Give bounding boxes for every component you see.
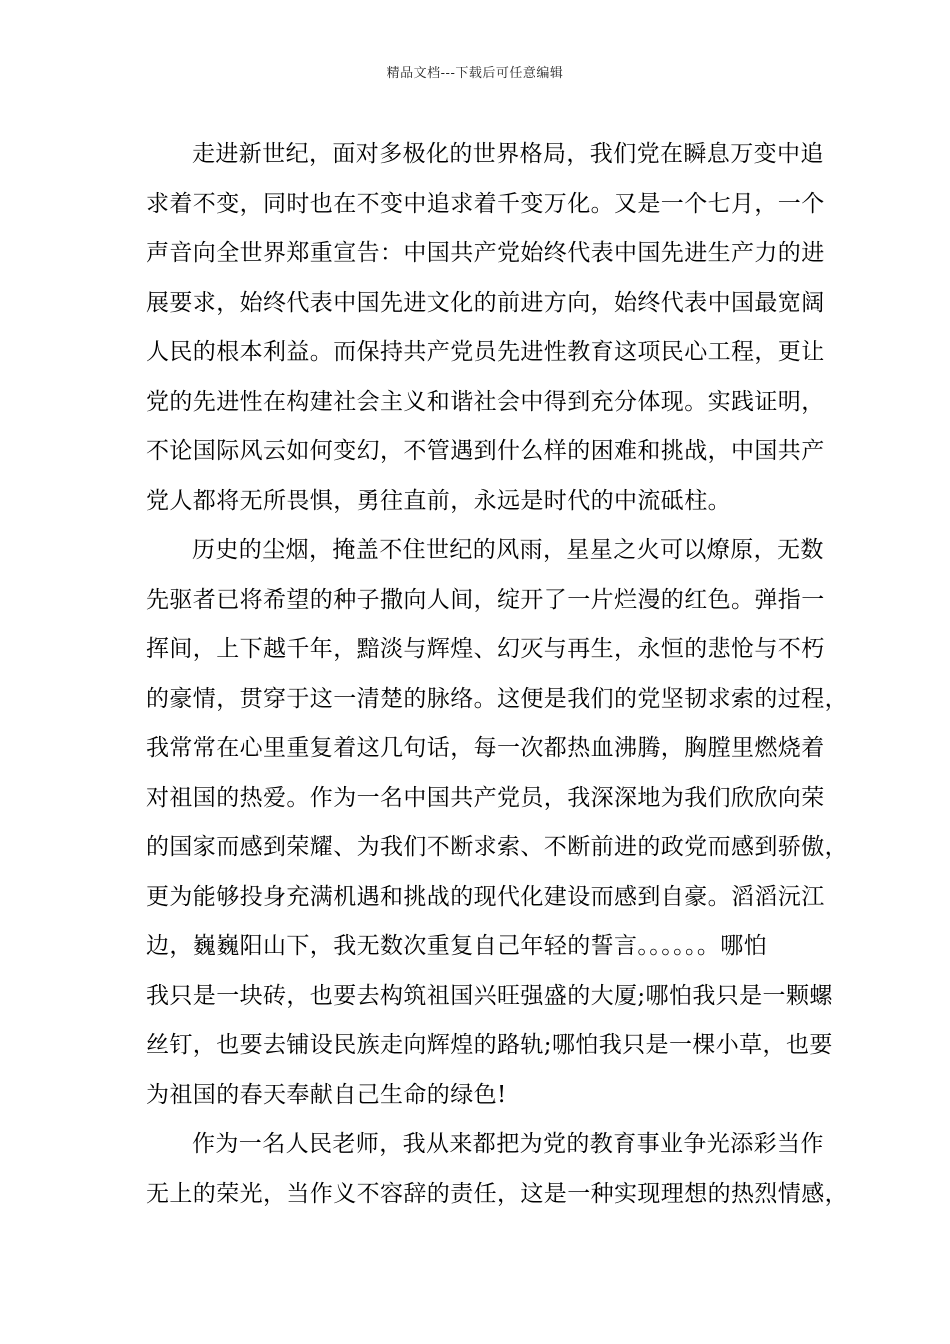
page-header: 精品文档---下载后可任意编辑	[386, 66, 564, 81]
paragraph-line: 无上的荣光，当作义不容辞的责任，这是一种实现理想的热烈情感，	[146, 1180, 848, 1207]
paragraph-line: 走进新世纪，面对多极化的世界格局，我们党在瞬息万变中追	[192, 141, 824, 167]
paragraph-line: 党人都将无所畏惧，勇往直前，永远是时代的中流砥柱。	[146, 487, 731, 514]
document-body	[146, 130, 848, 1219]
paragraph-line: 边，巍巍阳山下，我无数次重复自己年轻的誓言。。。。。。哪怕	[146, 933, 768, 959]
paragraph-line: 求着不变，同时也在不变中追求着千变万化。又是一个七月，一个	[146, 190, 825, 217]
paragraph-line: 我只是一块砖，也要去构筑祖国兴旺强盛的大厦;哪怕我只是一颗螺	[146, 982, 833, 1009]
paragraph-2	[146, 526, 848, 1120]
paragraph-line: 不论国际风云如何变幻，不管遇到什么样的困难和挑战，中国共产	[146, 438, 825, 464]
paragraph-line: 更为能够投身充满机遇和挑战的现代化建设而感到自豪。滔滔沅江	[146, 883, 825, 910]
paragraph-line: 对祖国的热爱。作为一名中国共产党员，我深深地为我们欣欣向荣	[146, 784, 825, 811]
paragraph-line: 展要求，始终代表中国先进文化的前进方向，始终代表中国最宽阔	[146, 289, 825, 316]
paragraph-line: 声音向全世界郑重宣告：中国共产党始终代表中国先进生产力的进	[146, 240, 825, 266]
paragraph-line: 先驱者已将希望的种子撒向人间，绽开了一片烂漫的红色。弹指一	[146, 586, 825, 613]
paragraph-line: 的国家而感到荣耀、为我们不断求索、不断前进的政党而感到骄傲，	[146, 834, 848, 860]
paragraph-line: 历史的尘烟，掩盖不住世纪的风雨，星星之火可以燎原，无数	[192, 537, 824, 563]
paragraph-3	[146, 1120, 848, 1219]
paragraph-line: 挥间，上下越千年，黯淡与辉煌、幻灭与再生，永恒的悲怆与不朽	[146, 636, 825, 662]
paragraph-line: 为祖国的春天奉献自己生命的绿色!	[146, 1081, 507, 1108]
paragraph-line: 的豪情，贯穿于这一清楚的脉络。这便是我们的党坚韧求索的过程，	[146, 685, 848, 712]
paragraph-line: 党的先进性在构建社会主义和谐社会中得到充分体现。实践证明，	[146, 388, 825, 415]
paragraph-1	[146, 130, 826, 526]
paragraph-line: 人民的根本利益。而保持共产党员先进性教育这项民心工程，更让	[146, 339, 825, 365]
paragraph-line: 丝钉，也要去铺设民族走向辉煌的路轨;哪怕我只是一棵小草，也要	[146, 1032, 833, 1058]
paragraph-line: 作为一名人民老师，我从来都把为党的教育事业争光添彩当作	[192, 1131, 824, 1157]
paragraph-line: 我常常在心里重复着这几句话，每一次都热血沸腾，胸膛里燃烧着	[146, 735, 825, 761]
